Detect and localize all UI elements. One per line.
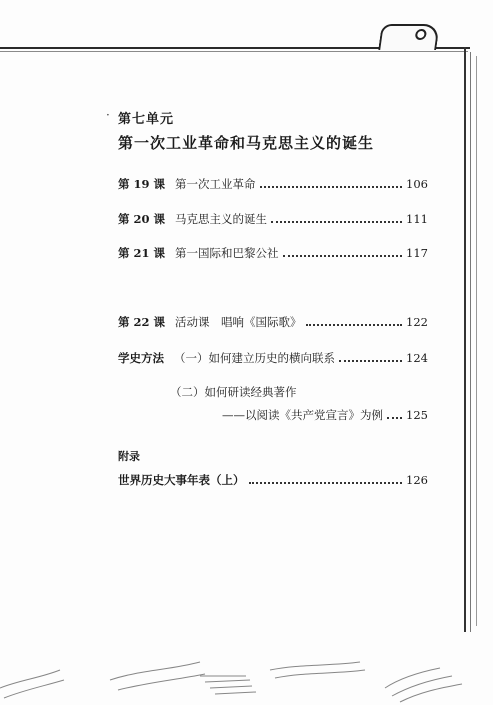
toc-row-appendix[interactable] — [118, 472, 428, 488]
page-number: 126 — [406, 473, 428, 487]
method-subtitle: ——以阅读《共产党宣言》为例 — [222, 408, 383, 422]
page-number: 106 — [406, 177, 428, 191]
tab-hole-icon — [415, 29, 428, 40]
lesson-title: 第一国际和巴黎公社 — [175, 246, 279, 260]
folded-tab-icon — [378, 24, 440, 50]
method-title: （一）如何建立历史的横向联系 — [174, 351, 335, 365]
page-edge-line — [464, 47, 466, 632]
page-number: 124 — [406, 351, 428, 365]
methods-label: 学史方法 — [118, 351, 164, 365]
toc-row[interactable] — [118, 176, 428, 192]
bottom-decoration — [0, 640, 493, 705]
page-number: 125 — [406, 408, 428, 422]
lesson-title: 第一次工业革命 — [175, 177, 256, 191]
page-number: 122 — [406, 315, 428, 329]
lesson-number: 第 22 课 — [118, 315, 166, 329]
method-title[interactable]: （二）如何研读经典著作 — [170, 385, 297, 399]
toc-row[interactable] — [118, 245, 428, 261]
leader-dots — [387, 417, 402, 419]
leader-dots — [271, 221, 402, 223]
page-number: 111 — [406, 212, 428, 226]
unit-label: 第七单元 — [118, 112, 175, 127]
page-number: 117 — [406, 246, 428, 260]
leader-dots — [283, 255, 403, 257]
leader-dots — [306, 324, 403, 326]
lesson-title: 马克思主义的诞生 — [175, 212, 268, 226]
appendix-title: 世界历史大事年表（上） — [118, 473, 245, 487]
lesson-title: 活动课 唱响《国际歌》 — [175, 315, 302, 329]
page-edge-line — [470, 52, 471, 632]
lesson-number: 第 21 课 — [118, 246, 166, 260]
page-edge-line — [476, 56, 477, 626]
appendix-label: 附录 — [118, 450, 140, 463]
leader-dots — [260, 186, 403, 188]
bullet-dot-icon: · — [106, 108, 110, 122]
toc-row[interactable] — [118, 314, 428, 330]
toc-row-method-sub[interactable] — [222, 407, 428, 423]
top-border-rule-thin — [0, 51, 468, 52]
toc-row-method[interactable] — [118, 350, 428, 366]
unit-title: 第一次工业革命和马克思主义的诞生 — [118, 134, 375, 152]
lesson-number: 第 19 课 — [118, 177, 166, 191]
leader-dots — [339, 360, 402, 362]
leader-dots — [249, 482, 403, 484]
toc-row[interactable] — [118, 211, 428, 227]
lesson-number: 第 20 课 — [118, 212, 166, 226]
